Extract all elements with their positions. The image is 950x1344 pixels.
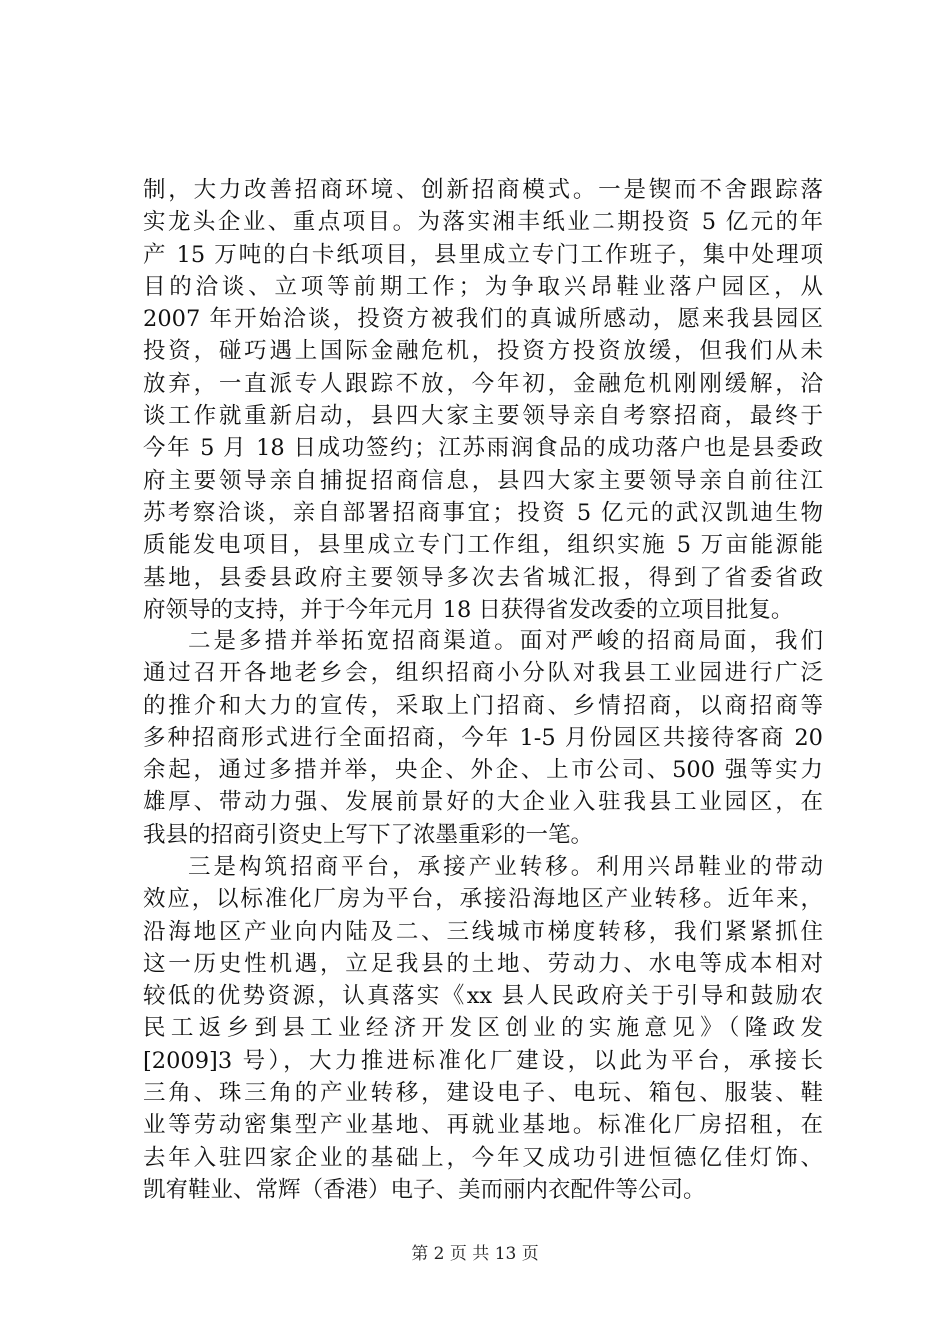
paragraph-2 (143, 625, 823, 851)
paragraph-line: 余起，通过多措并举，央企、外企、上市公司、500 强等实力 (143, 757, 823, 784)
paragraph-line: 雄厚、带动力强、发展前景好的大企业入驻我县工业园区，在 (143, 789, 823, 816)
paragraph-line: 业等劳动密集型产业基地、再就业基地。标准化厂房招租，在 (143, 1112, 823, 1139)
paragraph-line: 三是构筑招商平台，承接产业转移。利用兴昂鞋业的带动 (188, 854, 823, 880)
paragraph-line: 通过召开各地老乡会，组织招商小分队对我县工业园进行广泛 (143, 660, 823, 687)
paragraph-line: 苏考察洽谈，亲自部署招商事宜；投资 5 亿元的武汉凯迪生物 (143, 499, 823, 526)
paragraph-line: 的推介和大力的宣传，采取上门招商、乡情招商，以商招商等 (143, 692, 823, 719)
paragraph-line: 基地，县委县政府主要领导多次去省城汇报，得到了省委省政 (143, 564, 823, 591)
paragraph-line: 今年 5 月 18 日成功签约；江苏雨润食品的成功落户也是县委政 (143, 435, 823, 462)
paragraph-line: 沿海地区产业向内陆及二、三线城市梯度转移，我们紧紧抓住 (143, 918, 823, 945)
paragraph-line: 放弃，一直派专人跟踪不放，今年初，金融危机刚刚缓解，洽 (143, 370, 823, 397)
paragraph-line: 投资，碰巧遇上国际金融危机，投资方投资放缓，但我们从未 (143, 338, 823, 365)
paragraph-line: 二是多措并举拓宽招商渠道。面对严峻的招商局面，我们 (188, 628, 823, 654)
paragraph-line: 2007 年开始洽谈，投资方被我们的真诚所感动，愿来我县园区 (143, 306, 823, 333)
paragraph-line: 民工返乡到县工业经济开发区创业的实施意见》（隆政发 (143, 1015, 823, 1042)
paragraph-line: [2009]3 号），大力推进标准化厂建设，以此为平台，承接长 (143, 1047, 823, 1074)
paragraph-line: 多种招商形式进行全面招商，今年 1-5 月份园区共接待客商 20 (143, 724, 823, 751)
paragraph-line: 效应，以标准化厂房为平台，承接沿海地区产业转移。近年来， (143, 886, 823, 913)
paragraph-line: 去年入驻四家企业的基础上，今年又成功引进恒德亿佳灯饰、 (143, 1144, 823, 1171)
paragraph-line: 这一历史性机遇，立足我县的土地、劳动力、水电等成本相对 (143, 950, 823, 977)
paragraph-3 (143, 851, 823, 1206)
paragraph-line: 制，大力改善招商环境、创新招商模式。一是锲而不舍跟踪落 (143, 177, 823, 203)
paragraph-line: 府主要领导亲自捕捉招商信息，县四大家主要领导亲自前往江 (143, 467, 823, 494)
paragraph-line: 府领导的支持，并于今年元月 18 日获得省发改委的立项目批复。 (143, 596, 794, 623)
page-number-footer: 第 2 页 共 13 页 (411, 1244, 539, 1264)
paragraph-line: 实龙头企业、重点项目。为落实湘丰纸业二期投资 5 亿元的年 (143, 209, 823, 236)
paragraph-line: 凯宥鞋业、常辉（香港）电子、美而丽内衣配件等公司。 (143, 1176, 706, 1203)
paragraph-line: 谈工作就重新启动，县四大家主要领导亲自考察招商，最终于 (143, 403, 823, 430)
paragraph-1 (143, 174, 823, 626)
paragraph-line: 质能发电项目，县里成立专门工作组，组织实施 5 万亩能源能 (143, 532, 823, 559)
paragraph-line: 产 15 万吨的白卡纸项目，县里成立专门工作班子，集中处理项 (143, 241, 823, 268)
paragraph-line: 我县的招商引资史上写下了浓墨重彩的一笔。 (143, 821, 594, 848)
paragraph-line: 较低的优势资源，认真落实《xx 县人民政府关于引导和鼓励农 (143, 983, 823, 1010)
paragraph-line: 三角、珠三角的产业转移，建设电子、电玩、箱包、服装、鞋 (143, 1080, 823, 1107)
paragraph-line: 目的洽谈、立项等前期工作；为争取兴昂鞋业落户园区，从 (143, 273, 823, 300)
